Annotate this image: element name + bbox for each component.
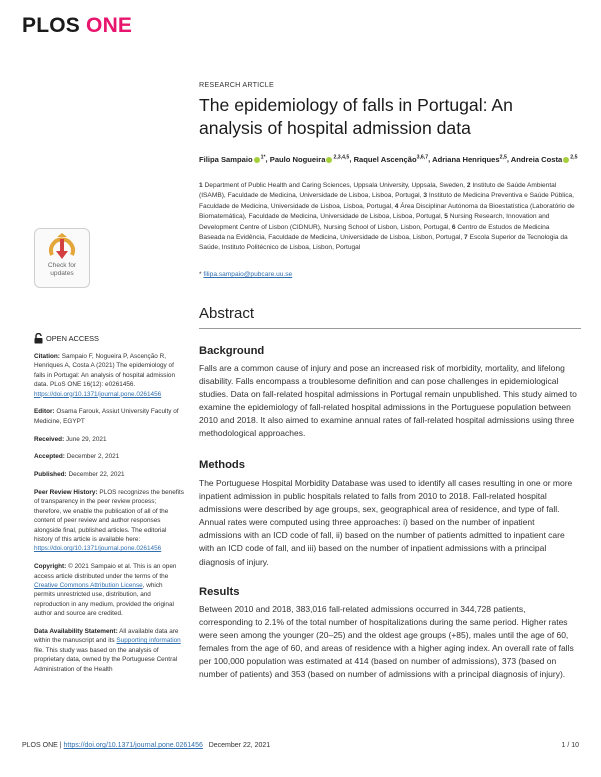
- author-name: Adriana Henriques$^{2,5}$: [432, 154, 507, 164]
- affiliation-item: 2 Instituto de Saúde Ambiental (ISAMB), Faculdade de Medicina, Universidade de Lisboa, Lisboa, Portugal,: [199, 182, 557, 200]
- published-block: Published: December 22, 2021: [34, 471, 125, 479]
- corresponding-symbol: *: [199, 271, 202, 278]
- article-sidebar: [34, 333, 184, 683]
- section-heading-methods: Methods: [199, 459, 245, 471]
- abstract-heading: Abstract: [199, 305, 255, 322]
- open-access-label: OPEN ACCESS: [46, 333, 99, 343]
- author-list: Filipa Sampaio $^{1*}$, Paulo Nogueira $^{2,3,4,5}$, Raquel Ascenção$^{3,6,7}$, Adriana Henriques$^{2,5}$, Andreia Costa $^{2,5}$: [199, 154, 578, 164]
- affiliation-item: 3 Instituto de Medicina Preventiva e Saúde Pública, Faculdade de Medicina, Universidade de Lisboa, Lisboa, Portugal,: [199, 192, 574, 210]
- affiliation-item: 4 Área Disciplinar Autónoma da Bioestatística (Laboratório de Biomatemática), Faculdade de Medicina, Universidade de Lisboa, Lisboa, Portugal,: [199, 202, 575, 221]
- copyright-block: Copyright: © 2021 Sampaio et al. This is an open access article distributed under the terms of the Creative Commons Attribution License, which permits unrestricted use, distribution, and reproduction in any medium, provided the original author and source are credited.: [34, 563, 177, 618]
- affiliation-item: 5 Nursing Research, Innovation and Development Centre of Lisbon (CIDNUR), Nursing School of Lisbon, Lisbon, Portugal,: [199, 213, 550, 231]
- footer-journal: PLOS ONE: [22, 742, 58, 749]
- check-for-updates-badge[interactable]: [34, 228, 90, 288]
- footer-date: December 22, 2021: [208, 742, 271, 749]
- abstract-divider: [199, 328, 581, 329]
- check-updates-icon: [35, 231, 89, 263]
- citation-doi-link[interactable]: https://doi.org/10.1371/journal.pone.0261456: [34, 390, 162, 398]
- citation-block: Citation: Sampaio F, Nogueira P, Ascenção R, Henriques A, Costa A (2021) The epidemiology of falls in Portugal: An analysis of hospital admission data. PLoS ONE 16(12): e0261456. https://doi.org/10.1371/journal.pone.0261456: [34, 353, 176, 398]
- open-access-indicator: [34, 333, 184, 344]
- orcid-icon[interactable]: [326, 157, 332, 163]
- section-heading-background: Background: [199, 345, 265, 357]
- article-title: The epidemiology of falls in Portugal: An analysis of hospital admission data: [199, 95, 513, 138]
- open-lock-icon: [34, 333, 43, 344]
- author-name: Filipa Sampaio $^{1*}$: [199, 154, 266, 164]
- page-number: 1 / 10: [561, 742, 579, 749]
- logo-one: ONE: [86, 14, 133, 37]
- peer-review-block: Peer Review History: PLOS recognizes the benefits of transparency in the peer review process; therefore, we enable the publication of all of the content of peer review and author responses alongside final, published articles. The editorial history of this article is available here: https://doi.org/10.1371/journal.pone.0261456: [34, 489, 184, 553]
- page-footer: [22, 742, 578, 749]
- article-type: RESEARCH ARTICLE: [199, 80, 274, 89]
- accepted-block: Accepted: December 2, 2021: [34, 453, 120, 461]
- author-name: Paulo Nogueira $^{2,3,4,5}$: [269, 154, 350, 164]
- affiliation-item: 6 Centro de Estudos de Medicina Baseada na Evidência, Faculdade de Medicina, Universidade de Lisboa, Lisbon, Portugal,: [199, 223, 550, 242]
- check-updates-label: Check for updates: [47, 262, 77, 277]
- license-link[interactable]: Creative Commons Attribution License: [34, 582, 143, 590]
- supporting-info-link[interactable]: Supporting information: [116, 637, 181, 645]
- author-name: Raquel Ascenção$^{3,6,7}$: [353, 154, 429, 164]
- orcid-icon[interactable]: [563, 157, 569, 163]
- affiliations: [199, 181, 575, 254]
- peer-review-link[interactable]: https://doi.org/10.1371/journal.pone.0261456: [34, 545, 162, 553]
- data-availability-block: Data Availability Statement: All available data are within the manuscript and its Supporting information file. This study was based on the analysis of proprietary data, owned by the Portuguese Central Administration of the Health: [34, 628, 181, 673]
- footer-doi-link[interactable]: https://doi.org/10.1371/journal.pone.0261456: [63, 742, 203, 749]
- journal-logo: [22, 14, 132, 38]
- section-heading-results: Results: [199, 586, 240, 598]
- editor-block: Editor: Osama Farouk, Assiut University Faculty of Medicine, EGYPT: [34, 408, 179, 425]
- footer-separator: |: [59, 742, 62, 749]
- orcid-icon[interactable]: [254, 157, 260, 163]
- logo-plos: PLOS: [22, 14, 80, 37]
- corresponding-author: [199, 271, 292, 278]
- section-text-results: Between 2010 and 2018, 383,016 fall-related admissions occurred in 344,728 patients, corresponding to 2.1% of the total number of hospitalizations during the same period. Higher rates were seen among the younger (20–25) and the oldest age groups (+85), males until the age of 60, females from the age of 60, and areas of residence with a higher aging index. An overall rate of falls per 100,000 population was estimated at 414 (based on number of admissions), 373 (based on number of patients) and 353 (based on number of admissions with a principal diagnosis of injury).: [199, 604, 574, 680]
- section-text-background: Falls are a common cause of injury and pose an increased risk of morbidity, mortality, and lifelong disability. Falls encompass a troublesome definition and can pose challenges in epidemiological studies. Data on fall-related hospital admissions in Portugal remain unpublished. This study aimed to examine the epidemiology of fall-related hospital admissions in the Portuguese population between 2010 and 2018. It also aimed to examine annual rates of fall-related hospital admissions using three methodological approaches.: [199, 363, 577, 439]
- affiliation-item: 1 Department of Public Health and Caring Sciences, Uppsala University, Uppsala, Sweden,: [199, 182, 465, 189]
- author-name: Andreia Costa $^{2,5}$: [510, 154, 578, 164]
- section-text-methods: The Portuguese Hospital Morbidity Database was used to identify all cases resulting in one or more inpatient admission in public hospitals related to falls from 2010 to 2018. Fall-related hospital admissions were described by age groups, sex, geographical area of residence, and type of fall. Annual rates were computed using three approaches: i) based on the number of inpatient admissions with an ICD code of fall, ii) based on the number of patients admitted to inpatient care with an ICD code of fall, and iii) based on the number of inpatient admissions with a principal diagnosis of injury.: [199, 478, 573, 567]
- affiliation-item: 7 Escola Superior de Tecnologia da Saúde, Instituto Politécnico de Lisboa, Lisbon, Portugal: [199, 234, 568, 252]
- received-block: Received: June 29, 2021: [34, 435, 107, 443]
- corresponding-email-link[interactable]: filipa.sampaio@pubcare.uu.se: [203, 271, 293, 278]
